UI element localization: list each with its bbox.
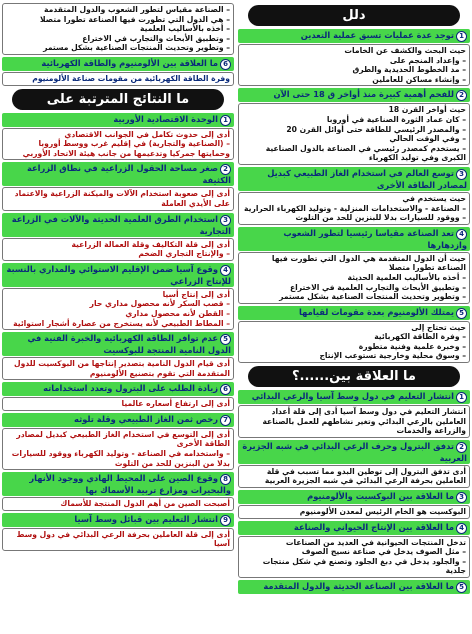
- result-item-line: – والإنتاج التجاري الضخم: [6, 249, 230, 259]
- relation-item-heading: [238, 490, 470, 504]
- result-item-line: – واستخدامه في الصناعة - وتوليد الكهرباء ووقود للسيارات بدلا من البنزين للحد من التلوث: [6, 449, 230, 468]
- relation-item-heading-text: ما العلاقة بين الصناعة الحديثة والدول المتقدمة: [263, 581, 454, 591]
- result-item-section: [2, 513, 234, 551]
- dalel-item-number: 2: [456, 90, 467, 101]
- result-item-heading-text: رخص ثمن الغاز الطبيعي وقلة تلوثه: [74, 413, 218, 424]
- left-rel-heading: [2, 57, 234, 71]
- relation-item-line: البوكسيت هو الخام الرئيس لمعدن الألومنيوم: [299, 507, 466, 517]
- result-item-heading: [2, 162, 234, 186]
- dalel-item-heading-text: للفحم أهمية كبيرة منذ أواخر ق 18 حتى الآن: [273, 89, 454, 100]
- dalel-item-heading: [238, 306, 470, 320]
- result-item-heading-text: زيادة الطلب على البترول وتعدد استخداماته: [43, 383, 218, 394]
- dalel-item-line: حيث تحتاج إلى: [411, 322, 466, 332]
- result-item-heading-text: وقوع آسيا ضمن الإقليم الاستوائي والمداري بالنسبة للإنتاج الزراعي: [6, 263, 231, 286]
- dalel-item-section: [238, 306, 470, 363]
- relation-item-line: تدخل المنتجات الحيوانية في العديد من الصناعات: [285, 537, 466, 547]
- banner-relation: ما العلاقة بين......؟: [248, 366, 460, 387]
- dalel-item-section: [238, 167, 470, 225]
- relation-item-section: [238, 521, 470, 578]
- dalel-item-line: – وإعداد المنجم على: [242, 56, 466, 66]
- dalel-item-line: حيث أواخر القرن 18: [388, 105, 466, 115]
- relation-item-section: [238, 490, 470, 519]
- dalel-item-number: 3: [456, 169, 467, 180]
- dalel-item-line: – وتطبيق الأبحاث والتجارب العلمية في الاختراع: [242, 283, 466, 293]
- result-item-box: [2, 497, 234, 511]
- result-item-section: [2, 382, 234, 411]
- left-top-line: – أخذه بالأساليب العلمية: [6, 24, 230, 34]
- result-item-line: – المطاط الطبيعي لأنه يستخرج من عصارة أشجار استوائية: [6, 319, 230, 329]
- dalel-item-line: – والمصدر الرئيسي للطاقة حتى أوائل القرن 20: [242, 125, 466, 135]
- dalel-item-line: – يستخدم كمصدر رئيسي في الصناعة بالدول الصناعية الكبرى وفي توليد الكهرباء: [242, 144, 466, 163]
- result-item-number: 9: [220, 515, 231, 526]
- result-item-section: [2, 162, 234, 210]
- relation-item-line: أدى تدفق البترول إلى توطين البدو مما تسبب في قلة العاملين بحرفة الرعي البدائي في شبه الجزيرة العربية: [264, 466, 466, 486]
- dalel-item-box: [238, 192, 470, 225]
- relation-item-section: [238, 580, 470, 594]
- dalel-item-box: [238, 44, 470, 86]
- result-item-section: [2, 472, 234, 511]
- result-item-line: أدى إلى قلة التكاليف وقلة العمالة الزراعية: [71, 239, 230, 249]
- result-item-line: أدى إلى قلة العاملين بحرفة الرعي البدائي في دول وسط آسيا: [16, 529, 230, 549]
- dalel-item-heading-text: توسع العالم في استخدام الغاز الطبيعي كبديل لمصادر الطاقة الأخرى: [267, 167, 467, 190]
- relation-item-box: [238, 536, 470, 578]
- dalel-item-line: – وتطوير وتحديث المنتجات الصناعية بشكل مستمر: [242, 292, 466, 302]
- banner-results: ما النتائج المترتبة على: [12, 89, 224, 110]
- left-rel-section: [2, 57, 234, 86]
- result-item-line: أصبحت الصين من أهم الدول المنتجة للأسماك: [60, 499, 230, 509]
- result-item-box: [2, 288, 234, 330]
- relation-item-heading-text: تدفق البترول وحرف الرعي البدائي في شبه الجزيرة العربية: [242, 440, 467, 463]
- result-item-number: 5: [220, 334, 231, 345]
- result-item-heading-text: الوحدة الاقتصادية الأوربية: [113, 113, 218, 124]
- result-item-section: [2, 413, 234, 470]
- relation-item-heading: [238, 521, 470, 535]
- dalel-item-line: – وسوق محلية وخارجية تستوعب الإنتاج: [242, 351, 466, 361]
- result-item-number: 7: [220, 415, 231, 426]
- dalel-item-box: [238, 321, 470, 363]
- dalel-item-heading-text: توجد عدة عمليات تسبق عملية التعدين: [300, 30, 454, 40]
- left-top-line: – هي الدول التي تطورت فيها الصناعة تطورا متصلا: [6, 15, 230, 25]
- result-item-section: [2, 263, 234, 330]
- result-item-number: 6: [220, 384, 231, 395]
- result-item-line: – القطن لأنه محصول مداري: [6, 309, 230, 319]
- left-rel-box: [2, 72, 234, 86]
- dalel-item-line: – وفرة الطاقة الكهربائية: [242, 332, 466, 342]
- result-item-box: [2, 357, 234, 380]
- result-item-section: [2, 113, 234, 161]
- result-item-line: – (الصناعية والتجارية) في إقليم غرب ووسط أوروبا وحمايتها جمركيا وتدعيمها من جانب هيئة الاتحاد الأوربي: [6, 139, 230, 158]
- result-item-number: 3: [220, 215, 231, 226]
- result-item-number: 8: [220, 474, 231, 485]
- relation-item-heading: [238, 580, 470, 594]
- relation-item-heading-text: ما العلاقة بين الإنتاج الحيواني والصناعة: [293, 521, 454, 532]
- left-top-line: – وتطبيق الأبحاث والتجارب في الاختراع: [6, 34, 230, 44]
- result-item-heading: [2, 513, 234, 527]
- result-item-number: 2: [220, 164, 231, 175]
- result-item-heading: [2, 113, 234, 127]
- left-relation-6: [2, 57, 234, 86]
- left-top-line: – الصناعة مقياس لتطور الشعوب والدول المتقدمة: [6, 5, 230, 15]
- relation-item-line: – مثل الصوف يدخل في صناعة نسيج الصوف: [242, 547, 466, 557]
- result-item-line: أدى إلى التوسع في استخدام الغاز الطبيعي كبديل لمصادر الطاقة الأخرى: [16, 429, 230, 449]
- dalel-item-section: [238, 227, 470, 304]
- result-item-box: [2, 397, 234, 411]
- relation-item-line: – والجلود يدخل في دبغ الجلود وتصنع في شكل منتجات جلدية: [242, 557, 466, 576]
- dalel-item-line: – وخبرة علمية وفنية متطورة: [242, 342, 466, 352]
- result-item-section: [2, 213, 234, 261]
- result-item-heading: [2, 263, 234, 287]
- result-item-heading-text: صغر مساحة الحقول الزراعية في نطاق الزراعة الكثيفة: [26, 163, 231, 186]
- relation-item-box: [238, 465, 470, 488]
- dalel-list: [238, 29, 470, 363]
- relation-item-number: 2: [456, 442, 467, 453]
- relation-item-heading: [238, 440, 470, 464]
- relation-list: [238, 390, 470, 594]
- result-item-heading: [2, 332, 234, 356]
- dalel-item-heading: [238, 29, 470, 43]
- dalel-item-number: 1: [456, 31, 467, 42]
- result-item-heading: [2, 213, 234, 237]
- dalel-item-heading: [238, 227, 470, 251]
- relation-item-heading-text: انتشار التعليم في دول وسط آسيا والرعي البدائي: [251, 391, 454, 402]
- dalel-item-heading: [238, 88, 470, 102]
- dalel-item-heading: [238, 167, 470, 191]
- relation-item-heading-text: ما العلاقة بين البوكسيت والألومنيوم: [307, 491, 454, 502]
- left-column: [2, 2, 234, 632]
- banner-dalel: دلل: [248, 5, 460, 26]
- relation-item-number: 4: [456, 523, 467, 534]
- dalel-item-section: [238, 29, 470, 86]
- relation-item-number: 5: [456, 582, 467, 593]
- left-rel-line: وفرة الطاقة الكهربائية من مقومات صناعة الألومنيوم: [32, 73, 230, 83]
- dalel-item-line: حيث البحث والكشف عن الخامات: [344, 46, 466, 55]
- result-item-heading-text: عدم توافر الطاقة الكهربائية والخبرة الفنية في الدول النامية المنتجة للبوكسيت: [27, 333, 231, 356]
- result-item-line: أدى إلى صعوبة استخدام الآلات والميكنة الزراعية والاعتماد على الأيدي العاملة: [14, 189, 230, 208]
- result-item-heading: [2, 382, 234, 396]
- result-item-number: 4: [220, 265, 231, 276]
- result-item-line: أدى إلى ارتفاع أسعاره عالميا: [121, 399, 230, 409]
- dalel-item-box: [238, 252, 470, 304]
- relation-item-heading: [238, 390, 470, 404]
- relation-item-box: [238, 505, 470, 519]
- result-item-line: أدى قيام الدول النامية بتصدير إنتاجها من البوكسيت للدول المتقدمة التي تقوم بتصنيع الألومنيوم: [14, 359, 230, 378]
- dalel-item-line: – مد الخطوط الحديدية والطرق: [242, 65, 466, 75]
- relation-item-number: 1: [456, 392, 467, 403]
- relation-item-number: 3: [456, 492, 467, 503]
- result-item-heading-text: انتشار التعليم بين قبائل وسط آسيا: [74, 513, 218, 524]
- right-column: [238, 2, 470, 632]
- result-item-box: [2, 528, 234, 551]
- left-top-box: [2, 3, 234, 55]
- dalel-item-number: 4: [456, 229, 467, 240]
- left-rel-number: 6: [220, 59, 231, 70]
- relation-item-section: [238, 440, 470, 488]
- result-item-line: أدى إلى حدوث تكامل في الجوانب الاقتصادي: [64, 129, 230, 139]
- dalel-item-line: – وفي الوقت الحالي: [242, 134, 466, 144]
- lcol-scaler: [2, 3, 234, 551]
- dalel-item-heading-text: يمتلك الألومنيوم بعدة مقومات لقيامها: [299, 306, 454, 317]
- result-item-heading: [2, 413, 234, 427]
- dalel-item-line: حيث يستخدم في: [402, 193, 466, 203]
- dalel-item-line: – وإنشاء مساكن للعاملين: [242, 75, 466, 85]
- relation-item-box: [238, 405, 470, 438]
- result-item-line: أدى إلى إنتاج أسيا: [162, 289, 230, 299]
- result-item-box: [2, 428, 234, 470]
- result-item-box: [2, 238, 234, 261]
- dalel-item-box: [238, 103, 470, 165]
- result-item-box: [2, 187, 234, 210]
- relation-item-section: [238, 390, 470, 438]
- rcol-scaler: [238, 5, 470, 594]
- dalel-item-line: – الصناعة - والاستخدامات المنزلية - وتوليد الكهرباء الحرارية: [242, 204, 466, 214]
- left-top-line: – وتطوير وتحديث المنتجات الصناعية بشكل مستمر: [6, 43, 230, 53]
- results-list: [2, 113, 234, 551]
- dalel-item-line: – كان عماد الثورة الصناعية في أوروبا: [242, 115, 466, 125]
- result-item-heading-text: استخدام الطرق العلمية الحديثة والآلات في الزراعة التجارية: [11, 213, 231, 236]
- result-item-box: [2, 128, 234, 161]
- left-rel-heading-text: ما العلاقة بين الألومنيوم والطاقة الكهربائية: [41, 57, 218, 68]
- relation-item-line: انتشار التعليم في دول وسط آسيا أدى إلى قلة أعداد العاملين بالرعي البدائي وتغير نشاطهم للعمل بالصناعة والزراعة والخدمات: [262, 407, 466, 436]
- dalel-item-line: حيث أن الدول المتقدمة هي الدول التي تطورت فيها الصناعة تطورا متصلا: [271, 253, 466, 273]
- result-item-number: 1: [220, 115, 231, 126]
- dalel-item-number: 5: [456, 308, 467, 319]
- result-item-section: [2, 332, 234, 380]
- dalel-item-line: – أخذه بالأساليب العلمية الحديثة: [242, 273, 466, 283]
- dalel-item-section: [238, 88, 470, 165]
- result-item-heading-text: وقوع الصين على المحيط الهادي ووجود الأنهار والبحيرات ومزارع تربية الأسماك بها: [29, 473, 231, 496]
- dalel-item-line: – ووقود للسيارات بدلا للبنزين للحد من التلوث: [242, 213, 466, 223]
- result-item-heading: [2, 472, 234, 496]
- dalel-item-heading-text: تعد الصناعة مقياسا رئيسيا لتطور الشعوب وازدهارها: [283, 227, 467, 250]
- result-item-line: – قصب السكر لأنه محصول مداري حار: [6, 299, 230, 309]
